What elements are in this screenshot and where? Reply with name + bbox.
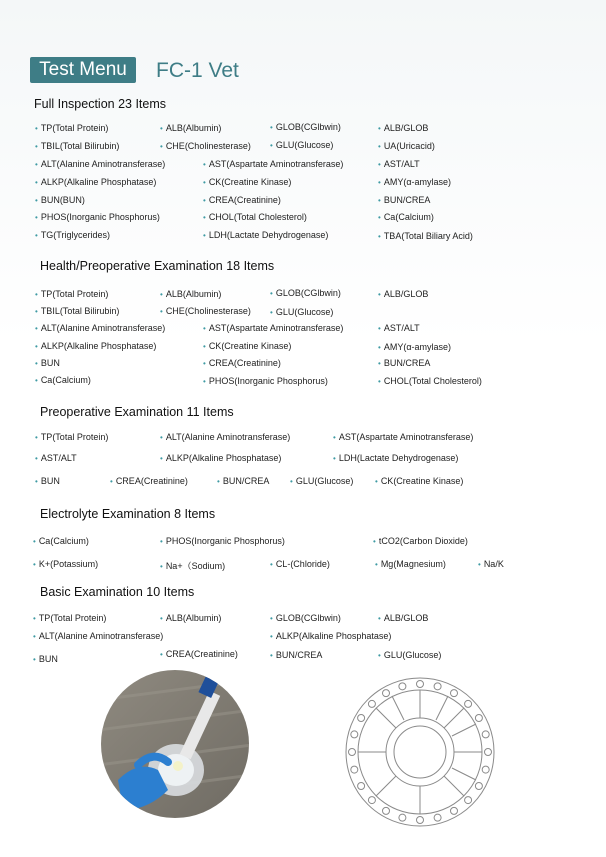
section-title: Electrolyte Examination 8 Items [40, 507, 216, 521]
disc-well [368, 700, 375, 707]
test-item: • TP(Total Protein) [35, 432, 108, 442]
test-item: • GLU(Glucose) [378, 650, 441, 660]
test-item: • AMY(α-amylase) [378, 177, 451, 187]
test-item: • PHOS(Inorganic Phosphorus) [35, 212, 160, 222]
disc-well [351, 766, 358, 773]
section-title: Health/Preoperative Examination 18 Items [40, 259, 275, 273]
test-item: • GLOB(CGlbwin) [270, 613, 341, 623]
disc-well [399, 814, 406, 821]
test-item: • BUN(BUN) [35, 195, 85, 205]
test-item: • GLOB(CGlbwin) [270, 122, 341, 132]
test-item: • BUN/CREA [378, 195, 430, 205]
test-item: • ALB/GLOB [378, 123, 428, 133]
disc-well [451, 690, 458, 697]
test-item: • Ca(Calcium) [35, 375, 91, 385]
test-item: • PHOS(Inorganic Phosphorus) [160, 536, 285, 546]
test-item: • GLOB(CGlbwin) [270, 288, 341, 298]
test-item: • AST/ALT [378, 323, 420, 333]
test-item: • ALT(Alanine Aminotransferase) [35, 159, 165, 169]
test-item: • AMY(α-amylase) [378, 342, 451, 352]
test-item: • BUN [35, 476, 60, 486]
test-item: • CL-(Chloride) [270, 559, 330, 569]
test-item: • ALB/GLOB [378, 289, 428, 299]
sample-loading-photo [98, 670, 252, 818]
test-item: • CREA(Creatinine) [203, 195, 281, 205]
test-item: • Mg(Magnesium) [375, 559, 446, 569]
test-item: • TP(Total Protein) [35, 289, 108, 299]
test-item: • ALKP(Alkaline Phosphatase) [160, 453, 281, 463]
section-title: Preoperative Examination 11 Items [40, 405, 234, 419]
disc-well [465, 797, 472, 804]
test-item: • ALT(Alanine Aminotransferase) [35, 323, 165, 333]
test-menu-badge: Test Menu [30, 57, 136, 83]
test-item: • LDH(Lactate Dehydrogenase) [203, 230, 328, 240]
test-item: • AST(Aspartate Aminotransferase) [203, 323, 343, 333]
test-item: • CK(Creatine Kinase) [203, 177, 291, 187]
test-item: • BUN [33, 654, 58, 664]
test-item: • Ca(Calcium) [378, 212, 434, 222]
test-item: • CHOL(Total Cholesterol) [378, 376, 482, 386]
disc-well [383, 690, 390, 697]
test-item: • ALB/GLOB [378, 613, 428, 623]
test-item: • BUN/CREA [270, 650, 322, 660]
disc-well [358, 715, 365, 722]
test-item: • BUN [35, 358, 60, 368]
disc-well [482, 731, 489, 738]
disc-well [465, 700, 472, 707]
disc-well [349, 749, 356, 756]
disc-well [383, 807, 390, 814]
test-item: • CHE(Cholinesterase) [160, 141, 251, 151]
reagent-disc-diagram [344, 676, 496, 828]
test-item: • TP(Total Protein) [35, 123, 108, 133]
test-item: • K+(Potassium) [33, 559, 98, 569]
section-title: Full Inspection 23 Items [34, 97, 167, 111]
test-item: • AST(Aspartate Aminotransferase) [333, 432, 473, 442]
test-item: • ALB(Albumin) [160, 613, 221, 623]
test-item: • AST/ALT [378, 159, 420, 169]
test-item: • Ca(Calcium) [33, 536, 89, 546]
test-item: • BUN/CREA [378, 358, 430, 368]
test-item: • UA(Uricacid) [378, 141, 435, 151]
test-item: • ALB(Albumin) [160, 289, 221, 299]
test-item: • tCO2(Carbon Dioxide) [373, 536, 468, 546]
disc-well [451, 807, 458, 814]
test-item: • ALKP(Alkaline Phosphatase) [35, 177, 156, 187]
test-item: • GLU(Glucose) [270, 307, 333, 317]
test-item: • AST/ALT [35, 453, 77, 463]
section-title: Basic Examination 10 Items [40, 585, 195, 599]
disc-well [434, 683, 441, 690]
test-item: • TBIL(Total Bilirubin) [35, 141, 119, 151]
disc-well [485, 749, 492, 756]
test-item: • TBIL(Total Bilirubin) [35, 306, 119, 316]
test-item: • CHOL(Total Cholesterol) [203, 212, 307, 222]
disc-well [399, 683, 406, 690]
test-item: • CREA(Creatinine) [203, 358, 281, 368]
product-name: FC-1 Vet [156, 59, 239, 82]
test-item: • AST(Aspartate Aminotransferase) [203, 159, 343, 169]
test-item: • LDH(Lactate Dehydrogenase) [333, 453, 458, 463]
test-item: • BUN/CREA [217, 476, 269, 486]
test-item: • TG(Triglycerides) [35, 230, 110, 240]
test-item: • ALB(Albumin) [160, 123, 221, 133]
disc-well [368, 797, 375, 804]
test-item: • Na+（Sodium) [160, 559, 225, 572]
disc-well [351, 731, 358, 738]
test-item: • GLU(Glucose) [290, 476, 353, 486]
disc-well [417, 817, 424, 824]
disc-well [434, 814, 441, 821]
test-item: • GLU(Glucose) [270, 140, 333, 150]
test-item: • CK(Creatine Kinase) [203, 341, 291, 351]
test-item: • ALT(Alanine Aminotransferase) [160, 432, 290, 442]
test-item: • CREA(Creatinine) [160, 649, 238, 659]
test-item: • TP(Total Protein) [33, 613, 106, 623]
test-item: • CK(Creatine Kinase) [375, 476, 463, 486]
disc-well [358, 783, 365, 790]
disc-well [417, 681, 424, 688]
test-item: • ALKP(Alkaline Phosphatase) [270, 631, 391, 641]
test-item: • ALKP(Alkaline Phosphatase) [35, 341, 156, 351]
test-item: • Na/K [478, 559, 504, 569]
test-item: • CREA(Creatinine) [110, 476, 188, 486]
disc-well [475, 783, 482, 790]
test-item: • ALT(Alanine Aminotransferase) [33, 631, 163, 641]
disc-well [482, 766, 489, 773]
test-item: • TBA(Total Biliary Acid) [378, 231, 473, 241]
test-item: • CHE(Cholinesterase) [160, 306, 251, 316]
disc-well [475, 715, 482, 722]
test-item: • PHOS(Inorganic Phosphorus) [203, 376, 328, 386]
